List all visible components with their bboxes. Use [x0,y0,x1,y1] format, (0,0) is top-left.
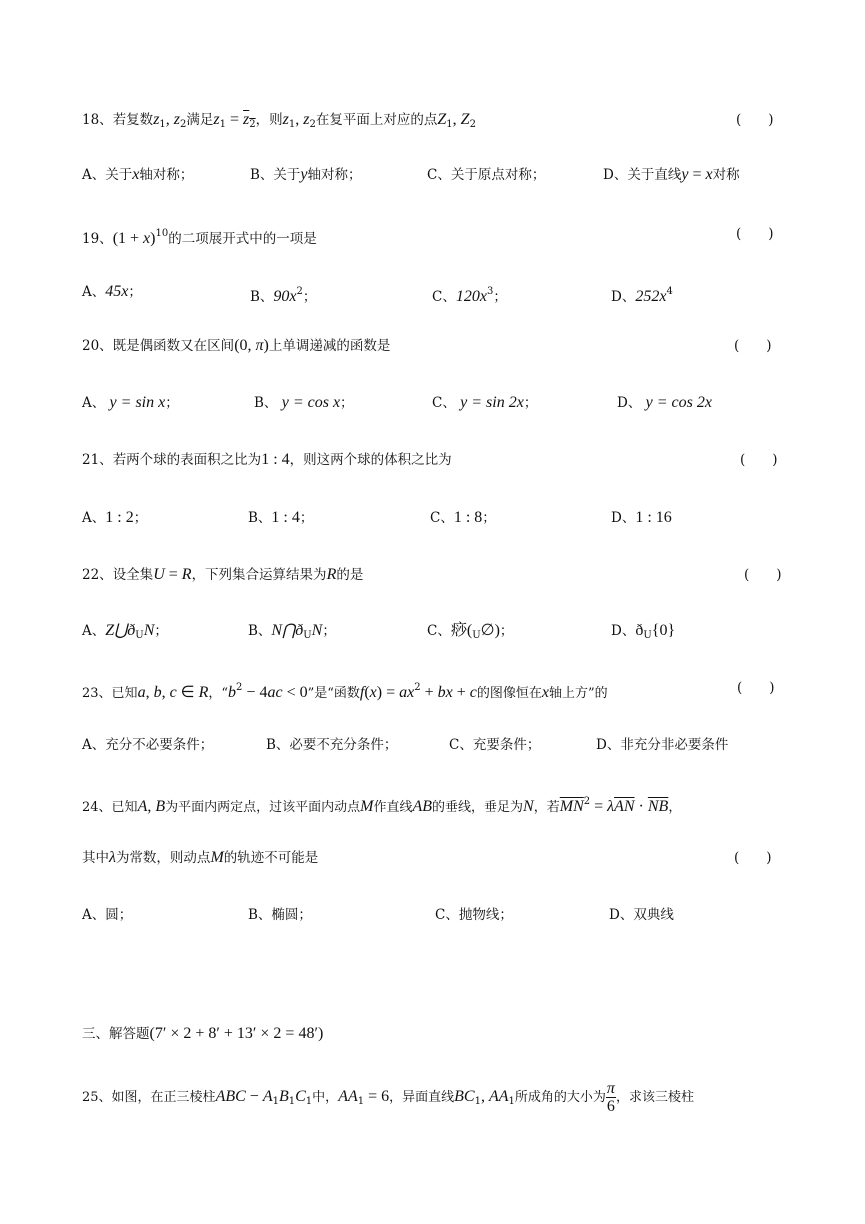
section-3-heading: 三、解答题(7′ × 2 + 8′ + 13′ × 2 = 48′) [82,1025,324,1042]
question-24: 24、已知A, B为平面内两定点，过该平面内动点M作直线AB的垂线，垂足为N，若$\overline{MN}^2 = \lambda\overline{AN} \cdot \overline{NB}$， [82,796,682,815]
q20-option-a: A、 y = sin x； [82,394,179,411]
answer-bracket-21: ( ) [740,452,778,468]
answer-bracket-24: ( ) [734,850,772,866]
q18-option-a: A、关于x轴对称； [82,166,194,183]
q19-option-c: C、$120x^3$； [432,286,507,305]
q20-option-d: D、 y = cos 2x [617,394,712,411]
q24-option-a: A、圆； [82,907,133,923]
question-20: 20、既是偶函数又在区间(0, π)上单调递减的函数是 [82,337,391,354]
question-18: 18、若复数$z_1$, $z_2$满足$z_1 = z_2$，则$z_1$, $z_2$在复平面上对应的点$Z_1$, $Z_2$ [82,111,476,130]
q18-option-c: C、关于原点对称； [427,167,546,183]
q23-option-b: B、必要不充分条件； [266,737,398,753]
q20-option-c: C、 y = sin 2x； [432,394,538,411]
q23-option-a: A、充分不必要条件； [82,737,214,753]
q21-option-b: B、1 : 4； [248,509,314,526]
q22-option-a: A、$Z⋃ð_UN$； [82,622,168,641]
q22-option-c: C、痧$(_U\emptyset)$； [427,622,514,641]
q22-option-b: B、$N⋂ð_UN$； [248,622,336,641]
q23-option-c: C、充要条件； [449,737,541,753]
q20-option-b: B、 y = cos x； [254,394,354,411]
q19-option-d: D、$252x^4$ [611,286,673,305]
question-19: 19、$(1 + x)^{10}$的二项展开式中的一项是 [82,228,317,247]
answer-bracket-19: ( ) [736,226,774,242]
answer-bracket-20: ( ) [734,338,772,354]
q24-option-d: D、双典线 [609,907,674,923]
q24-option-b: B、椭圆； [248,907,312,923]
question-24-cont: 其中λ为常数，则动点M的轨迹不可能是 [82,849,319,866]
q19-option-a: A、45x； [82,283,142,300]
answer-bracket-23: ( ) [737,680,775,696]
q21-option-d: D、1 : 16 [611,509,672,526]
question-22: 22、设全集U = R，下列集合运算结果为R的是 [82,566,364,583]
q18-option-d: D、关于直线y = x对称 [603,166,740,183]
q21-option-a: A、1 : 2； [82,509,148,526]
q19-option-b: B、$90x^2$； [250,286,317,305]
q22-option-d: D、$ð_U\{0\}$ [611,622,676,641]
q21-option-c: C、1 : 8； [430,509,496,526]
answer-bracket-18: ( ) [736,112,774,128]
fraction-pi-over-6: $\frac{\pi}{6}$ [606,1080,615,1115]
q18-option-b: B、关于y轴对称； [250,166,362,183]
question-23: 23、已知a, b, c ∈ R，“$b^2 - 4ac < 0$”是“函数$f(x) = ax^2$ + bx + c的图像恒在x轴上方”的 [82,682,608,701]
question-21: 21、若两个球的表面积之比为1 : 4，则这两个球的体积之比为 [82,451,452,468]
question-25: 25、如图，在正三棱柱ABC − $A_1B_1C_1$中，$AA_1 = 6$，异面直线$BC_1$, $AA_1$所成角的大小为 $\frac{\pi}{6}$ ，求该三棱柱 [82,1080,694,1115]
q24-option-c: C、抛物线； [435,907,513,923]
answer-bracket-22: ( ) [744,567,782,583]
q23-option-d: D、非充分非必要条件 [596,737,729,753]
